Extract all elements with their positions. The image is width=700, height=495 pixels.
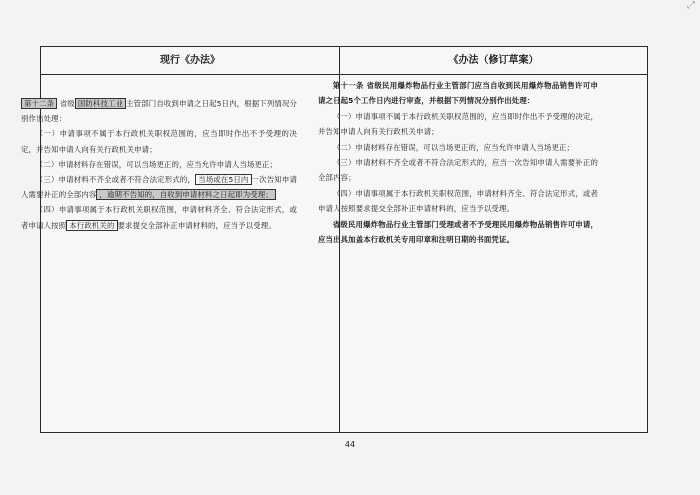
header-divider xyxy=(41,74,647,75)
left-p1-text-a: 省级 xyxy=(59,99,75,108)
left-p4-text-b: 一次告知申请人需要补正的全部内容 xyxy=(21,175,298,200)
dept-name-box: 国防科技工业 xyxy=(75,98,126,109)
right-paragraph-3: （二）申请材料存在错误，可以当场更正的，应当允许申请人当场更正； xyxy=(332,142,575,152)
left-paragraph-5 xyxy=(21,202,297,232)
left-paragraph-2: （一）申请事项不属于本行政机关职权范围的，应当即时作出不予受理的决定，并告知申请人向有关行政机关申请； xyxy=(21,129,297,154)
article-number-right: 第十一条 xyxy=(332,81,364,90)
right-paragraph-2: （一）申请事项不属于本行政机关职权范围的，应当即时作出不予受理的决定，并告知申请人向有关行政机关申请； xyxy=(318,111,598,137)
overdue-clause-box: ，逾期不告知的，自收到申请材料之日起即为受理； xyxy=(96,189,275,200)
left-p5-text-a: （四）申请事项属于本行政机关职权范围，申请材料齐全、符合法定形式，或者申请人按照 xyxy=(21,205,297,230)
left-p4-text-a: （三）申请材料不齐全或者不符合法定形式的， xyxy=(35,175,196,185)
left-paragraph-3: （二）申请材料存在错误，可以当场更正的，应当允许申请人当场更正； xyxy=(35,159,278,169)
header-revised-draft: 《办法（修订草案） xyxy=(448,55,539,66)
header-current-measures: 现行《办法》 xyxy=(160,55,220,66)
deadline-box: 当场或在5日内 xyxy=(195,174,251,185)
left-paragraph-4 xyxy=(21,172,297,202)
right-paragraph-4: （三）申请材料不齐全或者不符合法定形式的，应当一次告知申请人需要补正的全部内容； xyxy=(318,158,598,183)
right-p1-text: 省级民用爆炸物品行业主管部门应当自收到民用爆炸物品销售许可申请之日起5个工作日内进行审查，并根据下列情况分别作出处理： xyxy=(318,81,598,106)
left-paragraph-1 xyxy=(21,96,297,126)
fold-corner-icon: ⤢ xyxy=(687,0,695,11)
page-number: 44 xyxy=(344,440,356,449)
revised-draft-text xyxy=(318,78,598,247)
left-p1-text-b: 主管部门自收到申请之日起5日内，根据下列情况分别作出处理： xyxy=(21,99,298,124)
agency-box: 本行政机关的 xyxy=(66,220,117,231)
right-paragraph-6: 省级民用爆炸物品行业主管部门受理或者不予受理民用爆炸物品销售许可申请，应当出具加盖本行政机关专用印章和注明日期的书面凭证。 xyxy=(318,219,598,245)
current-measures-text xyxy=(21,96,297,233)
right-paragraph-5: （四）申请事项属于本行政机关职权范围，申请材料齐全、符合法定形式，或者申请人按照要求提交全部补正申请材料的，应当予以受理。 xyxy=(318,188,598,214)
left-p5-text-b: 要求提交全部补正申请材料的，应当予以受理。 xyxy=(117,220,276,230)
right-paragraph-1 xyxy=(318,78,598,109)
article-number-left: 第十二条 xyxy=(21,98,57,109)
